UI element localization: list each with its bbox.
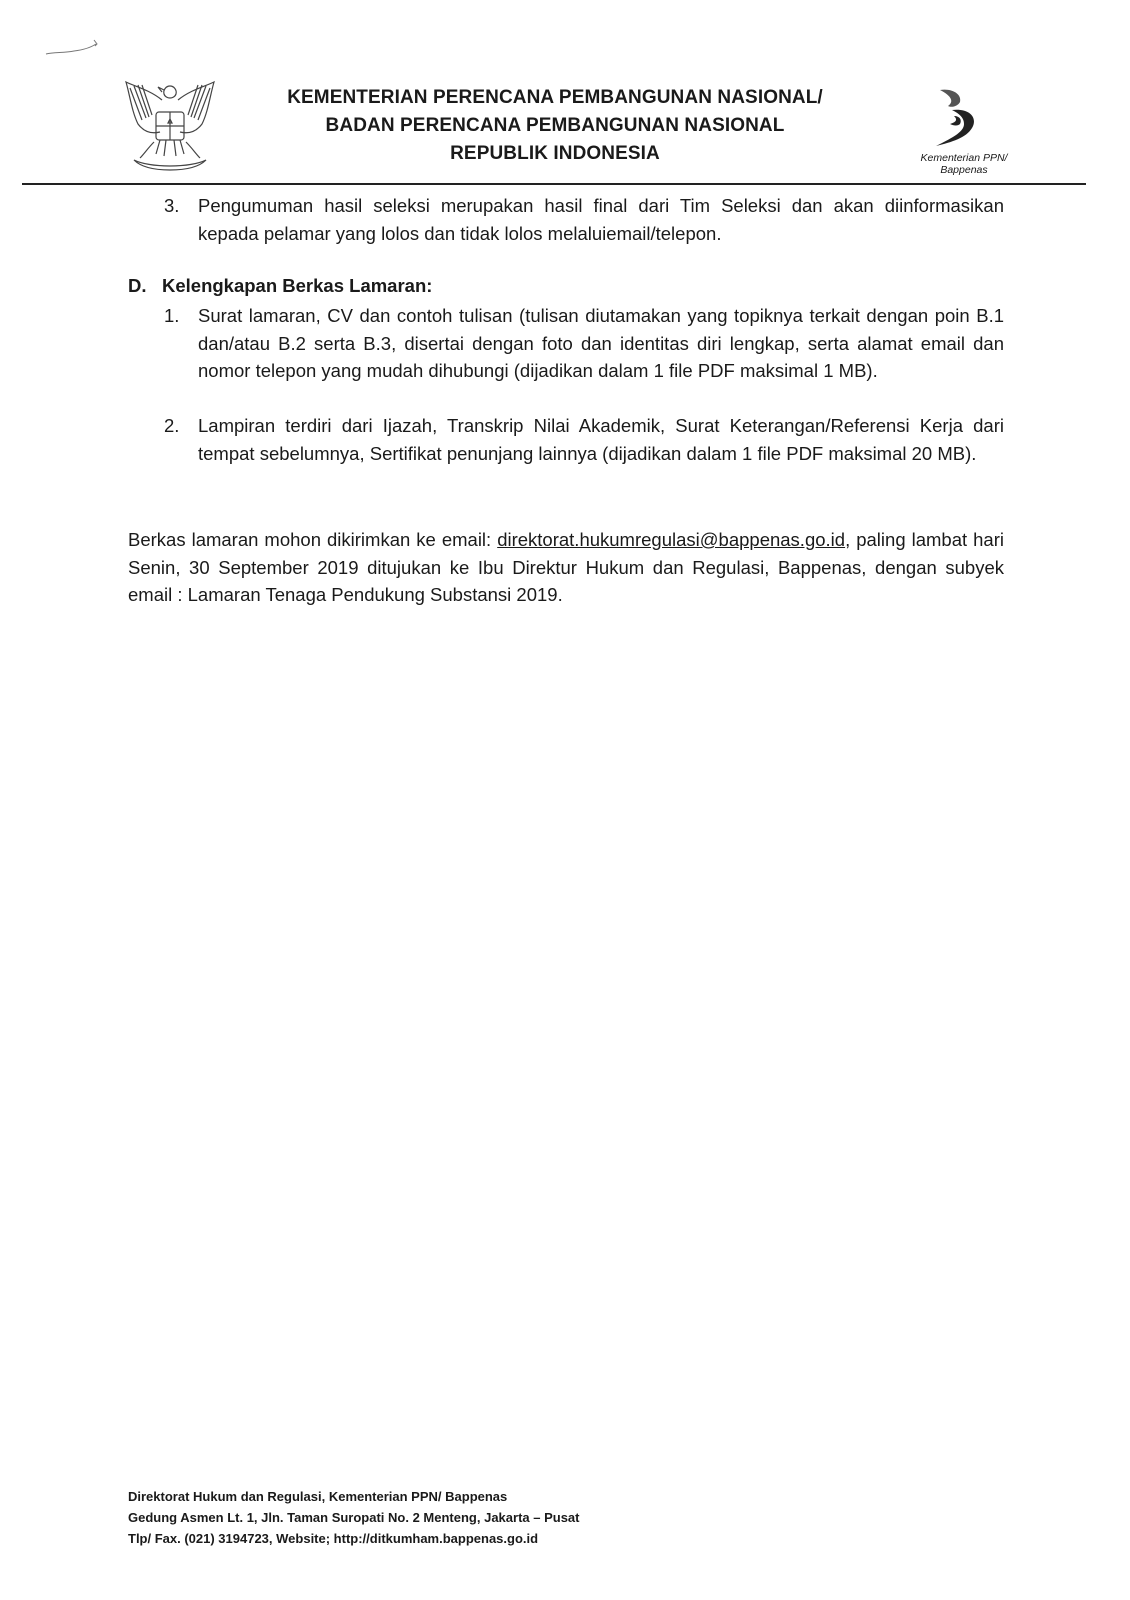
header-divider [22,183,1086,185]
ministry-title-line-2: BADAN PERENCANA PEMBANGUNAN NASIONAL [325,115,785,136]
garuda-emblem-icon [120,76,220,176]
ministry-title-line-3: REPUBLIK INDONESIA [450,143,660,164]
list-item-number: 3. [164,195,180,216]
letterhead [0,0,1130,190]
list-item-text: Lampiran terdiri dari Ijazah, Transkrip Nilai Akademik, Surat Keterangan/Referensi Kerja dari tempat sebelumnya, Sertifikat penunjang lainnya (dijadikan dalam 1 file PDF maksimal 20 MB). [198,415,1004,464]
footer-line-1: Direktorat Hukum dan Regulasi, Kementerian PPN/ Bappenas [128,1489,508,1504]
email-link[interactable]: direktorat.hukumregulasi@bappenas.go.id [497,529,846,550]
ministry-title [230,84,880,168]
footer-line-3: Tlp/ Fax. (021) 3194723, Website; http://ditkumham.bappenas.go.id [128,1531,539,1546]
footer-line-2: Gedung Asmen Lt. 1, Jln. Taman Suropati No. 2 Menteng, Jakarta – Pusat [128,1510,580,1525]
section-title: Kelengkapan Berkas Lamaran: [162,275,433,296]
footer-address [128,1486,828,1549]
bappenas-logo-icon [930,86,990,152]
section-letter: D. [128,275,147,296]
list-item-text: Pengumuman hasil seleksi merupakan hasil final dari Tim Seleksi dan akan diinformasikan kepada pelamar yang lolos dan tidak lolos melaluiemail/telepon. [198,195,1004,244]
logo-caption-line-1: Kementerian PPN/ [920,152,1008,164]
list-item-number: 1. [164,305,180,326]
list-item-number: 2. [164,415,180,436]
closing-prefix: Berkas lamaran mohon dikirimkan ke email: [128,529,498,550]
closing-suffix: , paling lambat hari Senin, 30 September 2019 ditujukan ke Ibu Direktur Hukum dan Regulasi, Bappenas, dengan subyek email : Lamaran Tenaga Pendukung Substansi 2019. [128,529,1004,605]
section-heading [128,272,432,300]
closing-paragraph [128,526,1004,609]
list-item-text: Surat lamaran, CV dan contoh tulisan (tulisan diutamakan yang topiknya terkait dengan poin B.1 dan/atau B.2 serta B.3, disertai dengan foto dan identitas diri lengkap, serta alamat email dan nomor telepon yang mudah dihubungi (dijadikan dalam 1 file PDF maksimal 1 MB). [198,305,1004,381]
logo-caption-line-2: Bappenas [940,164,988,176]
ministry-title-line-1: KEMENTERIAN PERENCANA PEMBANGUNAN NASIONAL/ [287,87,823,108]
logo-caption [900,152,1028,176]
